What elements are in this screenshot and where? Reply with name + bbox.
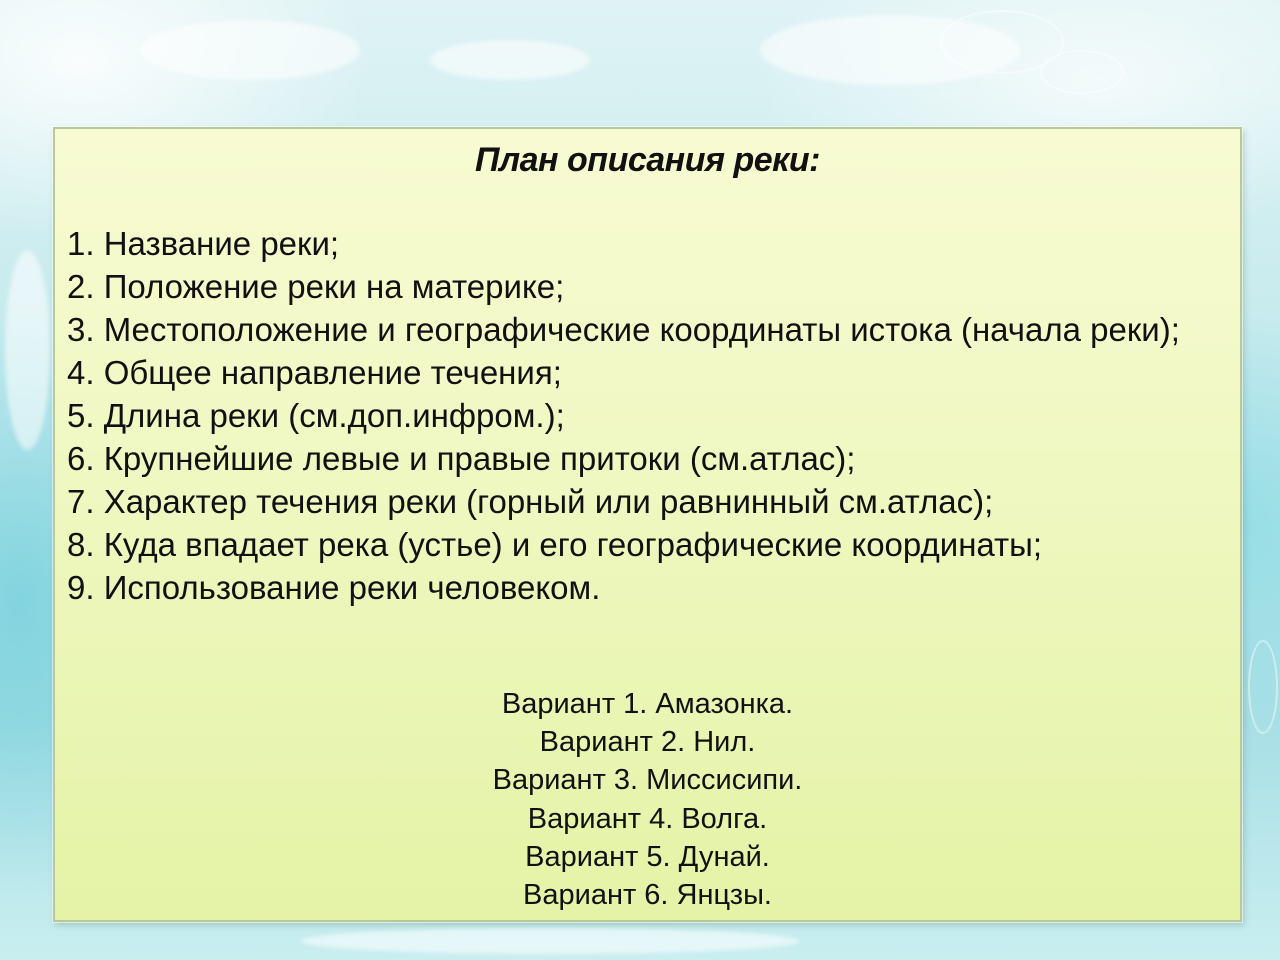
plan-item-6: 6. Крупнейшие левые и правые притоки (см.атлас); (67, 440, 856, 477)
slide-title: План описания реки: (475, 141, 820, 179)
plan-list (67, 222, 1217, 609)
variant-2: Вариант 2. Нил. (539, 726, 756, 759)
water-ripple (1040, 50, 1124, 94)
water-splash (430, 40, 590, 80)
variant-6: Вариант 6. Янцзы. (523, 879, 772, 912)
water-ripple (1248, 640, 1278, 734)
variant-3: Вариант 3. Миссисипи. (492, 764, 803, 797)
plan-item-7: 7. Характер течения реки (горный или равнинный см.атлас); (67, 483, 994, 520)
plan-item-9: 9. Использование реки человеком. (67, 569, 601, 606)
plan-item-5: 5. Длина реки (см.доп.инфром.); (67, 397, 565, 434)
plan-item-2: 2. Положение реки на материке; (67, 268, 565, 305)
plan-item-8: 8. Куда впадает река (устье) и его географические координаты; (67, 526, 1043, 563)
plan-item-1: 1. Название реки; (67, 225, 340, 262)
plan-card (53, 127, 1242, 922)
plan-item-3: 3. Местоположение и географические координаты истока (начала реки); (67, 311, 1180, 348)
water-splash (300, 928, 800, 954)
variant-1: Вариант 1. Амазонка. (501, 688, 794, 720)
variants-list (55, 685, 1240, 914)
variant-4: Вариант 4. Волга. (527, 802, 768, 835)
water-splash (140, 20, 360, 80)
water-splash (5, 250, 50, 450)
plan-item-4: 4. Общее направление течения; (67, 354, 562, 391)
variant-5: Вариант 5. Дунай. (525, 840, 770, 873)
